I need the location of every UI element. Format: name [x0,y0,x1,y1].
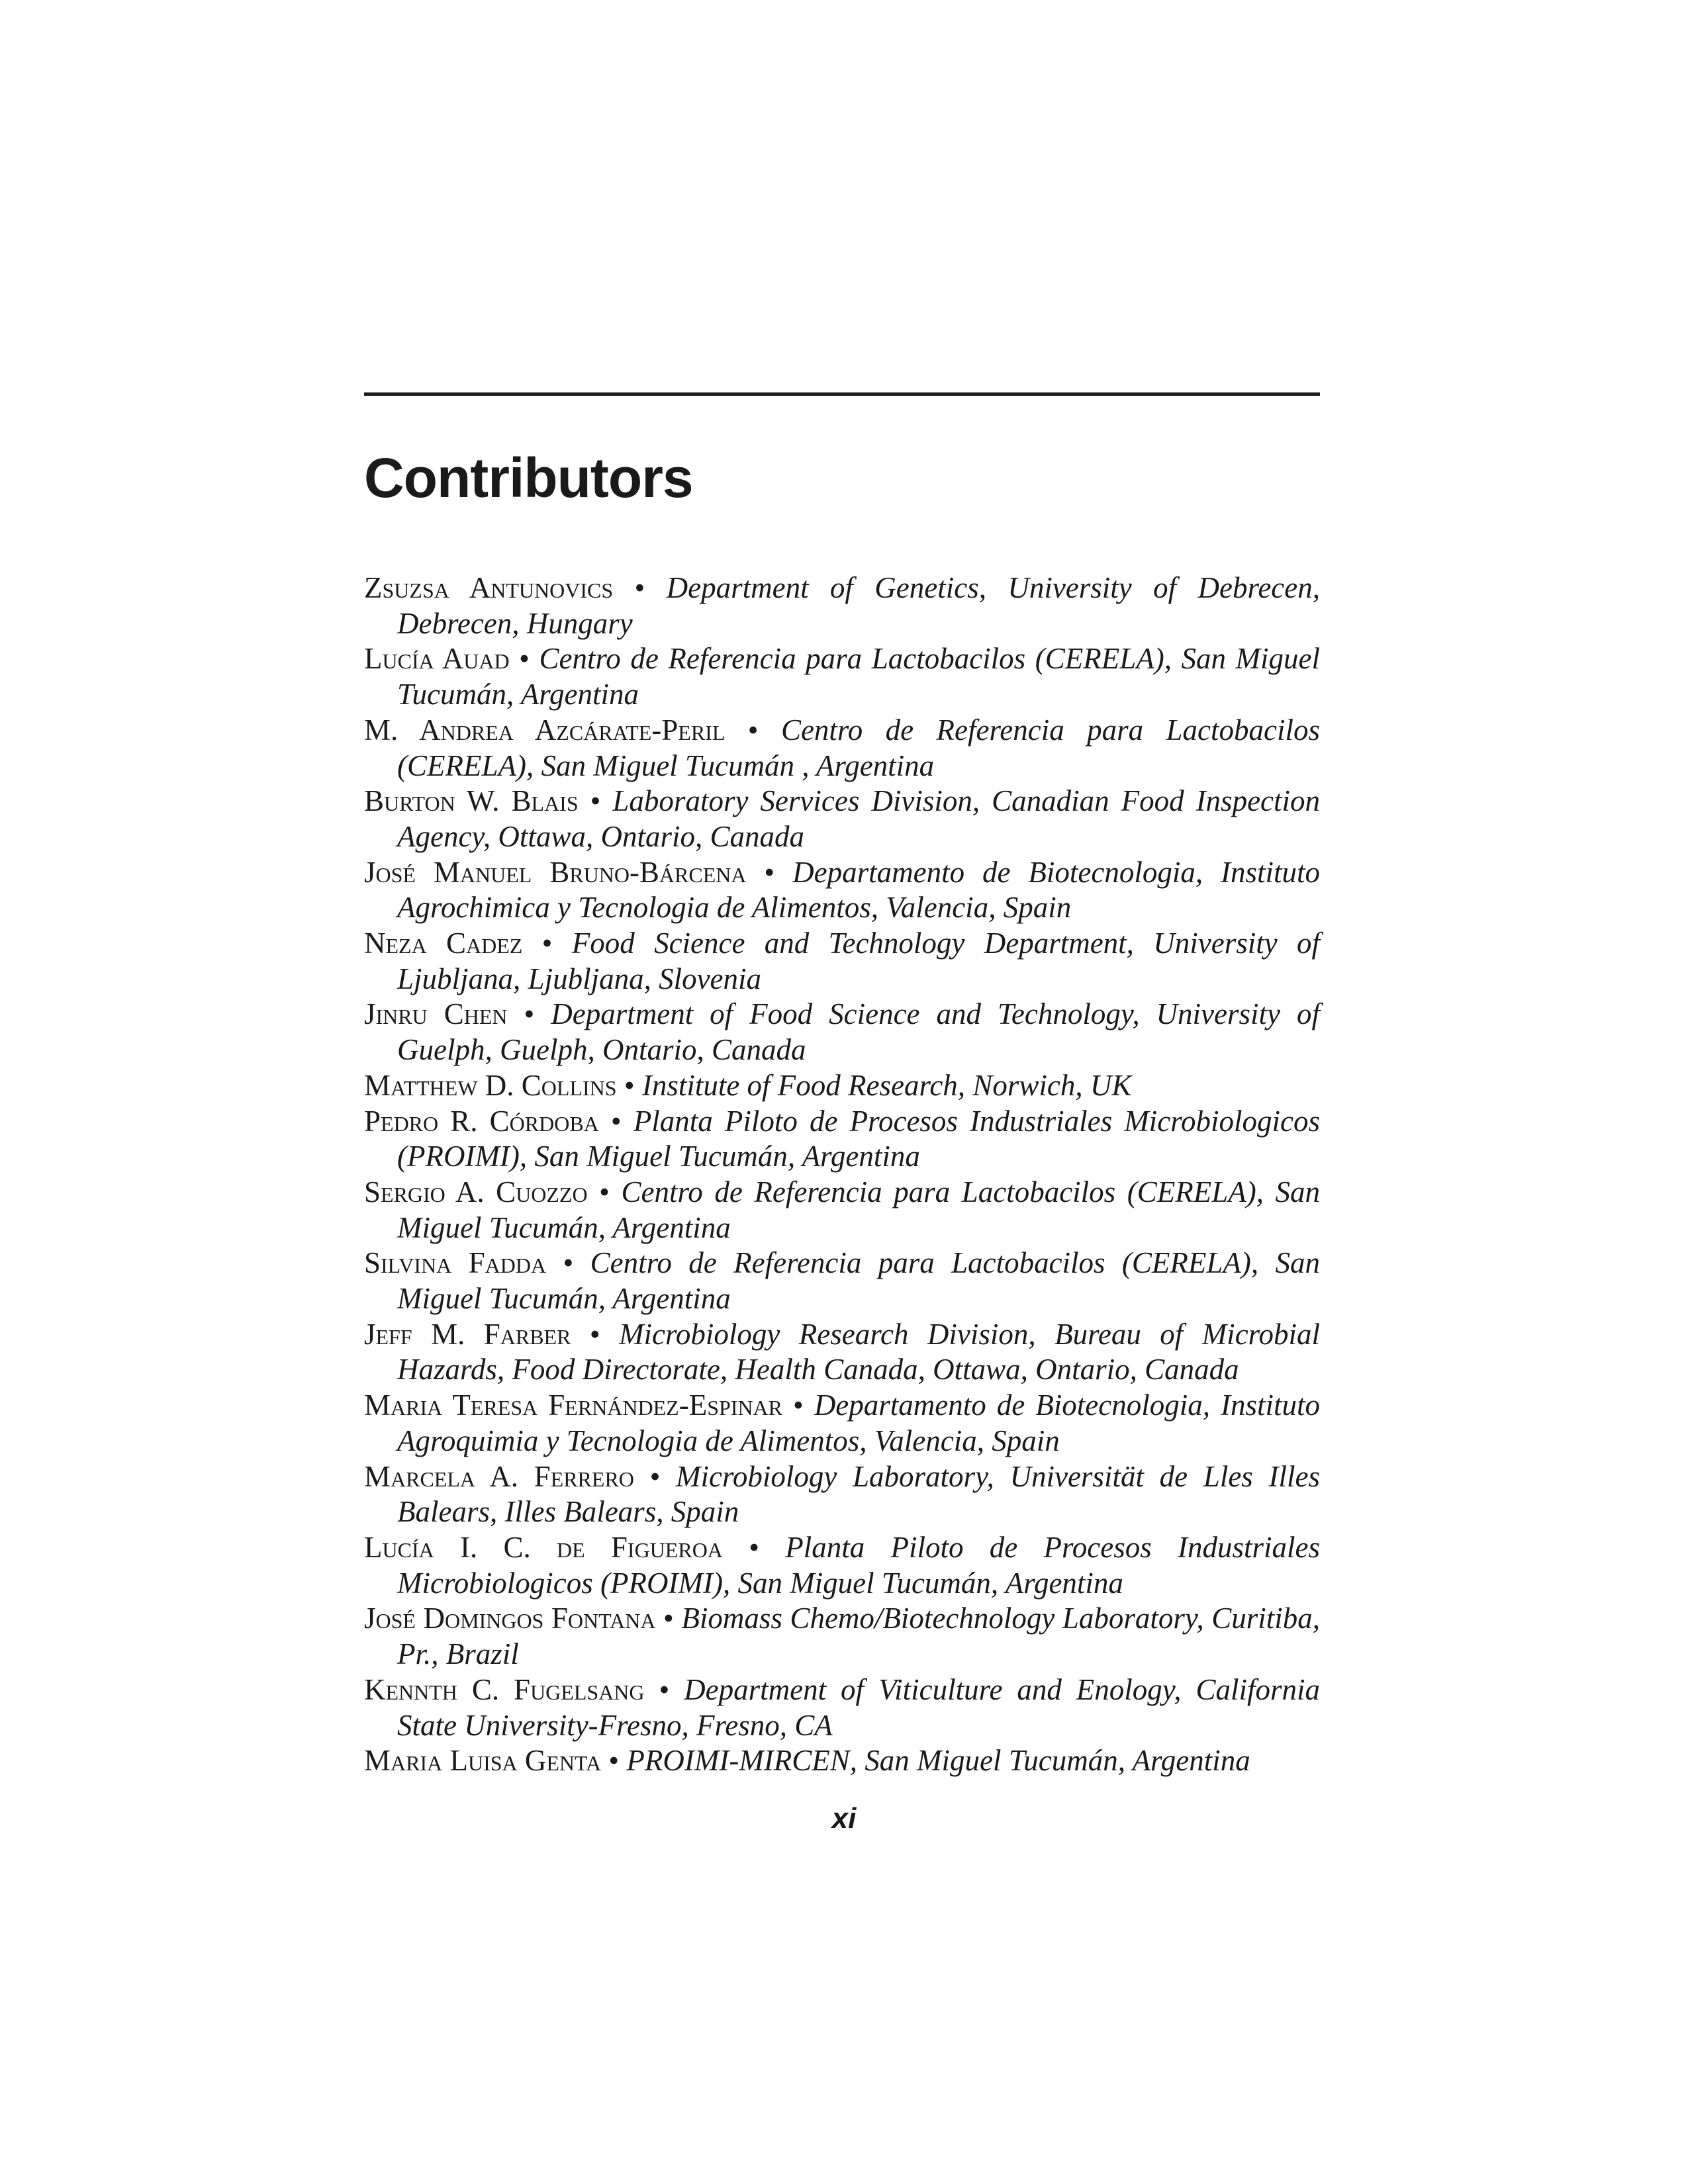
separator-bullet: • [649,1459,661,1493]
contributor-affiliation: Centro de Referencia para Lactobacilos (CERELA), San Miguel Tucumán, Argentina [397,1175,1320,1244]
contributor-affiliation: Department of Viticulture and Enology, California State University-Fresno, Fresno, CA [397,1672,1320,1742]
contributor-entry [364,1388,1320,1459]
contributor-name: Zsuzsa Antunovics [364,571,614,604]
contributor-affiliation: Microbiology Laboratory, Universität de Lles Illes Balears, Illes Balears, Spain [397,1459,1320,1529]
contributor-entry [364,1317,1320,1388]
contributor-entry [364,1601,1320,1672]
contributor-affiliation: Department of Food Science and Technology, University of Guelph, Guelph, Ontario, Canada [397,997,1320,1067]
contributor-name: Neza Cadez [364,927,523,960]
contributor-name: Matthew D. Collins [364,1068,617,1102]
contributor-affiliation: Institute of Food Research, Norwich, UK [641,1068,1132,1102]
contributor-entry [364,713,1320,784]
header-rule [364,392,1320,396]
page-number: xi [831,1802,857,1835]
separator-bullet: • [541,927,553,960]
separator-bullet: • [747,713,759,747]
contributor-name: M. Andrea Azcárate-Peril [364,713,726,747]
separator-bullet: • [624,1068,635,1102]
contributor-entry [364,997,1320,1068]
contributor-name: Burton W. Blais [364,784,579,818]
separator-bullet: • [793,1388,804,1422]
contributor-name: Silvina Fadda [364,1246,547,1280]
contributor-affiliation: Planta Piloto de Procesos Industriales Microbiologicos (PROIMI), San Miguel Tucumán, Argentina [397,1530,1321,1600]
separator-bullet: • [599,1175,610,1208]
contributor-affiliation: Department of Genetics, University of Debrecen, Debrecen, Hungary [397,571,1320,640]
contributor-entry [364,1246,1320,1316]
contributor-entry [364,1175,1320,1246]
contributor-name: Kennth C. Fugelsang [364,1672,645,1706]
separator-bullet: • [663,1602,674,1635]
separator-bullet: • [608,1744,620,1778]
contributor-affiliation: Food Science and Technology Department, University of Ljubljana, Ljubljana, Slovenia [397,927,1321,995]
separator-bullet: • [659,1672,670,1706]
contributor-entry [364,1068,1320,1104]
contributor-name: José Manuel Bruno-Bárcena [364,855,747,889]
contributor-name: Maria Luisa Genta [364,1744,602,1778]
contributor-entry [364,1530,1320,1601]
contributor-affiliation: Planta Piloto de Procesos Industriales Microbiologicos (PROIMI), San Miguel Tucumán, Argentina [397,1104,1320,1173]
contributor-affiliation: Centro de Referencia para Lactobacilos (CERELA), San Miguel Tucumán, Argentina [397,642,1321,711]
separator-bullet: • [590,784,601,818]
contributor-entry [364,1743,1320,1779]
contributor-name: Jinru Chen [364,997,508,1031]
contributor-name: Marcela A. Ferrero [364,1459,634,1493]
contributor-entry [364,1672,1320,1743]
contributor-affiliation: Departamento de Biotecnologia, Instituto Agroquimia y Tecnologia de Alimentos, Valencia, Spain [397,1388,1320,1457]
separator-bullet: • [764,855,775,889]
contributor-name: Lucía I. C. de Figueroa [364,1530,723,1564]
contributor-entry [364,1459,1320,1530]
contributor-entry [364,570,1320,641]
contributor-affiliation: Centro de Referencia para Lactobacilos (CERELA), San Miguel Tucumán , Argentina [397,713,1321,782]
contributor-name: Jeff M. Farber [364,1317,571,1351]
page-title: Contributors [364,447,693,509]
contributor-entry [364,926,1320,997]
contributor-name: Sergio A. Cuozzo [364,1175,588,1208]
contributor-entry [364,784,1320,854]
separator-bullet: • [749,1530,759,1564]
contributors-list [364,570,1320,1779]
contributor-name: Pedro R. Córdoba [364,1104,599,1138]
separator-bullet: • [519,642,530,676]
separator-bullet: • [589,1317,600,1351]
contributor-affiliation: Centro de Referencia para Lactobacilos (CERELA), San Miguel Tucumán, Argentina [397,1246,1320,1316]
contributor-entry [364,1104,1320,1175]
contributor-name: José Domingos Fontana [364,1602,656,1635]
contributor-affiliation: Microbiology Research Division, Bureau of Microbial Hazards, Food Directorate, Health Canada, Ottawa, Ontario, Canada [397,1317,1321,1387]
separator-bullet: • [563,1246,574,1280]
separator-bullet: • [610,1104,622,1138]
contributor-affiliation: Departamento de Biotecnologia, Instituto Agrochimica y Tecnologia de Alimentos, Valencia, Spain [397,855,1321,925]
contributor-affiliation: PROIMI-MIRCEN, San Miguel Tucumán, Argentina [626,1744,1250,1778]
contributor-name: Lucía Auad [364,642,510,676]
separator-bullet: • [524,997,535,1031]
separator-bullet: • [634,571,645,604]
contributor-name: Maria Teresa Fernández-Espinar [364,1388,783,1422]
contributor-entry [364,641,1320,712]
contributor-affiliation: Biomass Chemo/Biotechnology Laboratory, Curitiba, Pr., Brazil [397,1602,1321,1671]
contributor-entry [364,855,1320,926]
contributor-affiliation: Laboratory Services Division, Canadian Food Inspection Agency, Ottawa, Ontario, Canada [397,784,1321,853]
